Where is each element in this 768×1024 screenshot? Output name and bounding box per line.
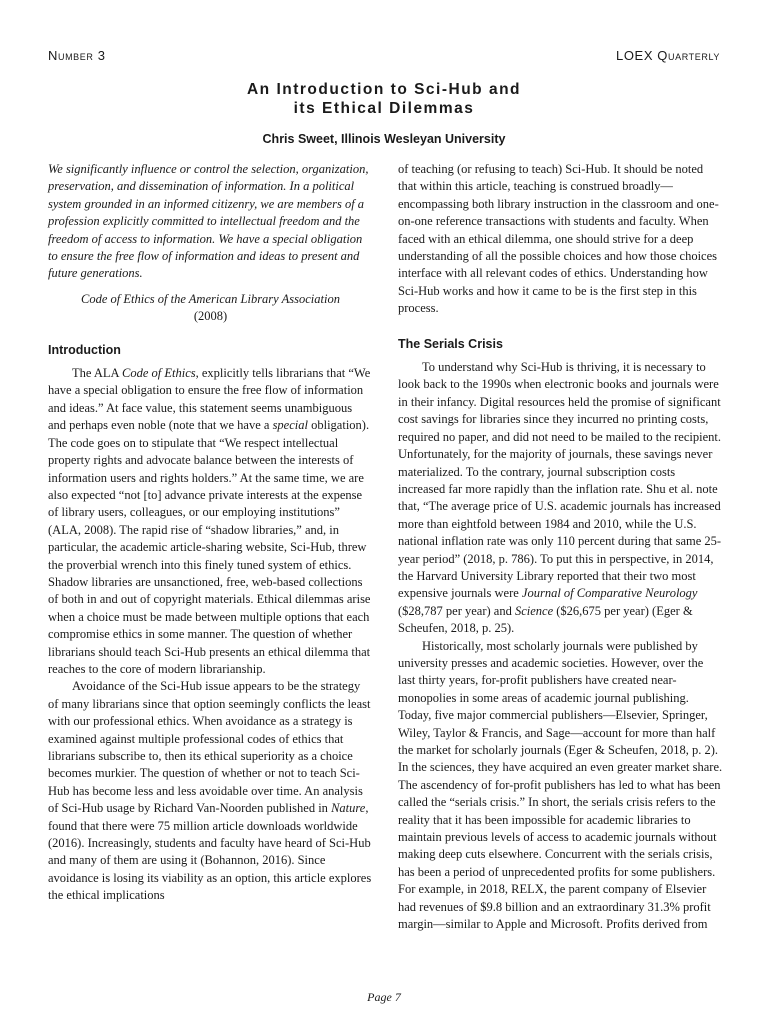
epigraph-year: (2008)	[193, 309, 228, 324]
article-title	[0, 80, 768, 118]
introduction-heading: Introduction	[48, 342, 121, 357]
running-head	[48, 48, 720, 63]
author-byline: Chris Sweet, Illinois Wesleyan University	[262, 132, 506, 146]
serials-crisis-paragraph-2: Historically, most scholarly journals were published by university presses and academic societies. However, over the last thirty years, for-profit publishers have created near-monopolies in some areas of academic journal publishing. Today, five major commercial publishers—Elsevier, Springer, Wiley, Taylor & Francis, and Sage—account for more than half the market for scholarly journals (Eger & Scheufen, 2018, p. 2). In the sciences, they have acquired an even greater market share. The ascendency of for-profit publishers has led to what has been called the “serials crisis.” In short, the serials crisis refers to the reality that it has been impossible for academic libraries to maintain previous levels of access to academic journals without making deep cuts elsewhere. Concurrent with the serials crisis, has been a period of unprecedented profits for some publishers. For example, in 2018, RELX, the parent company of Elsevier had revenues of $9.8 billion and an extraordinary 31.3% profit margin—similar to Apple and Microsoft. Profits derived from	[398, 638, 723, 932]
page-number: Page 7	[367, 990, 401, 1004]
epigraph-source: Code of Ethics of the American Library Association	[81, 291, 340, 306]
introduction-paragraph-2: Avoidance of the Sci-Hub issue appears to be the strategy of many librarians since that option seemingly conflicts the least with our professional ethics. When avoidance as a strategy is examined against multiple professional codes of ethics that librarians subscribe to, then its ethical superiority as a choice becomes murkier. The question of whether or not to teach Sci-Hub has become less and less avoidable over time. An analysis of Sci-Hub usage by Richard Van-Noorden published in Nature, found that there were 75 million article downloads worldwide (2016). Increasingly, students and faculty have heard of Sci-Hub and many of them are using it (Bohannon, 2016). Since avoidance is losing its viability as an option, this article explores the ethical implications	[48, 679, 372, 903]
journal-name: LOEX Quarterly	[616, 48, 720, 63]
issue-number: Number 3	[48, 48, 106, 63]
title-block	[0, 80, 768, 146]
left-column	[48, 161, 373, 905]
introduction-paragraph-1: The ALA Code of Ethics, explicitly tells librarians that “We have a special obligation to ensure the free flow of information and ideas.” At face value, this statement seems unambiguous and perhaps even noble (note that we have a special obligation). The code goes on to stipulate that “We respect intellectual property rights and advocate balance between the interests of information users and rights holders.” At the same time, we are also expected “not [to] advance private interests at the expense of library users, colleagues, or our employing institutions” (ALA, 2008). The rapid rise of “shadow libraries,” and, in particular, the academic article-sharing website, Sci-Hub, threw the proverbial wrench into this finely tuned system of ethics. Shadow libraries are unsanctioned, free, web-based collections of both in and out of copyright materials. Ethical dilemmas arise when a choice must be made between multiple options that each compromise ethics in some manner. The question of whether librarians should teach Sci-Hub presents an ethical dilemma that reaches to the core of modern librarianship.	[48, 366, 371, 676]
right-column	[398, 161, 723, 933]
introduction-paragraph-2-continued: of teaching (or refusing to teach) Sci-Hub. It should be noted that within this article, teaching is construed broadly—encompassing both library instruction in the classroom and one-on-one reference transactions with students and faculty. When faced with an ethical dilemma, one should strive for a deep understanding of all the possible choices and how those choices interface with all relevant codes of ethics. Understanding how Sci-Hub works and how it came to be is the first step in this process.	[398, 162, 719, 316]
epigraph-quote: We significantly influence or control the selection, organization, preservation, and dissemination of information. In a political system grounded in an informed citizenry, we are members of a profession explicitly committed to intellectual freedom and the freedom of access to information. We have a special obligation to ensure the free flow of information and ideas to present and future generations.	[48, 162, 369, 281]
title-line-1: An Introduction to Sci-Hub and	[246, 81, 522, 98]
serials-crisis-heading: The Serials Crisis	[398, 336, 503, 351]
title-line-2: its Ethical Dilemmas	[293, 100, 475, 117]
epigraph-attribution	[48, 291, 373, 326]
serials-crisis-paragraph-1: To understand why Sci-Hub is thriving, it is necessary to look back to the 1990s when electronic books and journals were in their infancy. Digital resources held the promise of significant cost savings for libraries since they incurred no printing costs, required no paper, and did not need to be mailed to the recipient. Unfortunately, for the majority of journals, these savings never materialized. To the contrary, journal subscription costs increased far more rapidly than the inflation rate. Shu et al. note that, “The average price of U.S. academic journals has increased more than eightfold between 1984 and 2010, while the U.S. national inflation rate was only 110 percent during that same 25-year period” (2018, p. 786). To put this in perspective, in 2014, the Harvard University Library reported that their two most expensive journals were Journal of Comparative Neurology ($28,787 per year) and Science ($26,675 per year) (Eger & Scheufen, 2018, p. 25).	[398, 360, 722, 636]
